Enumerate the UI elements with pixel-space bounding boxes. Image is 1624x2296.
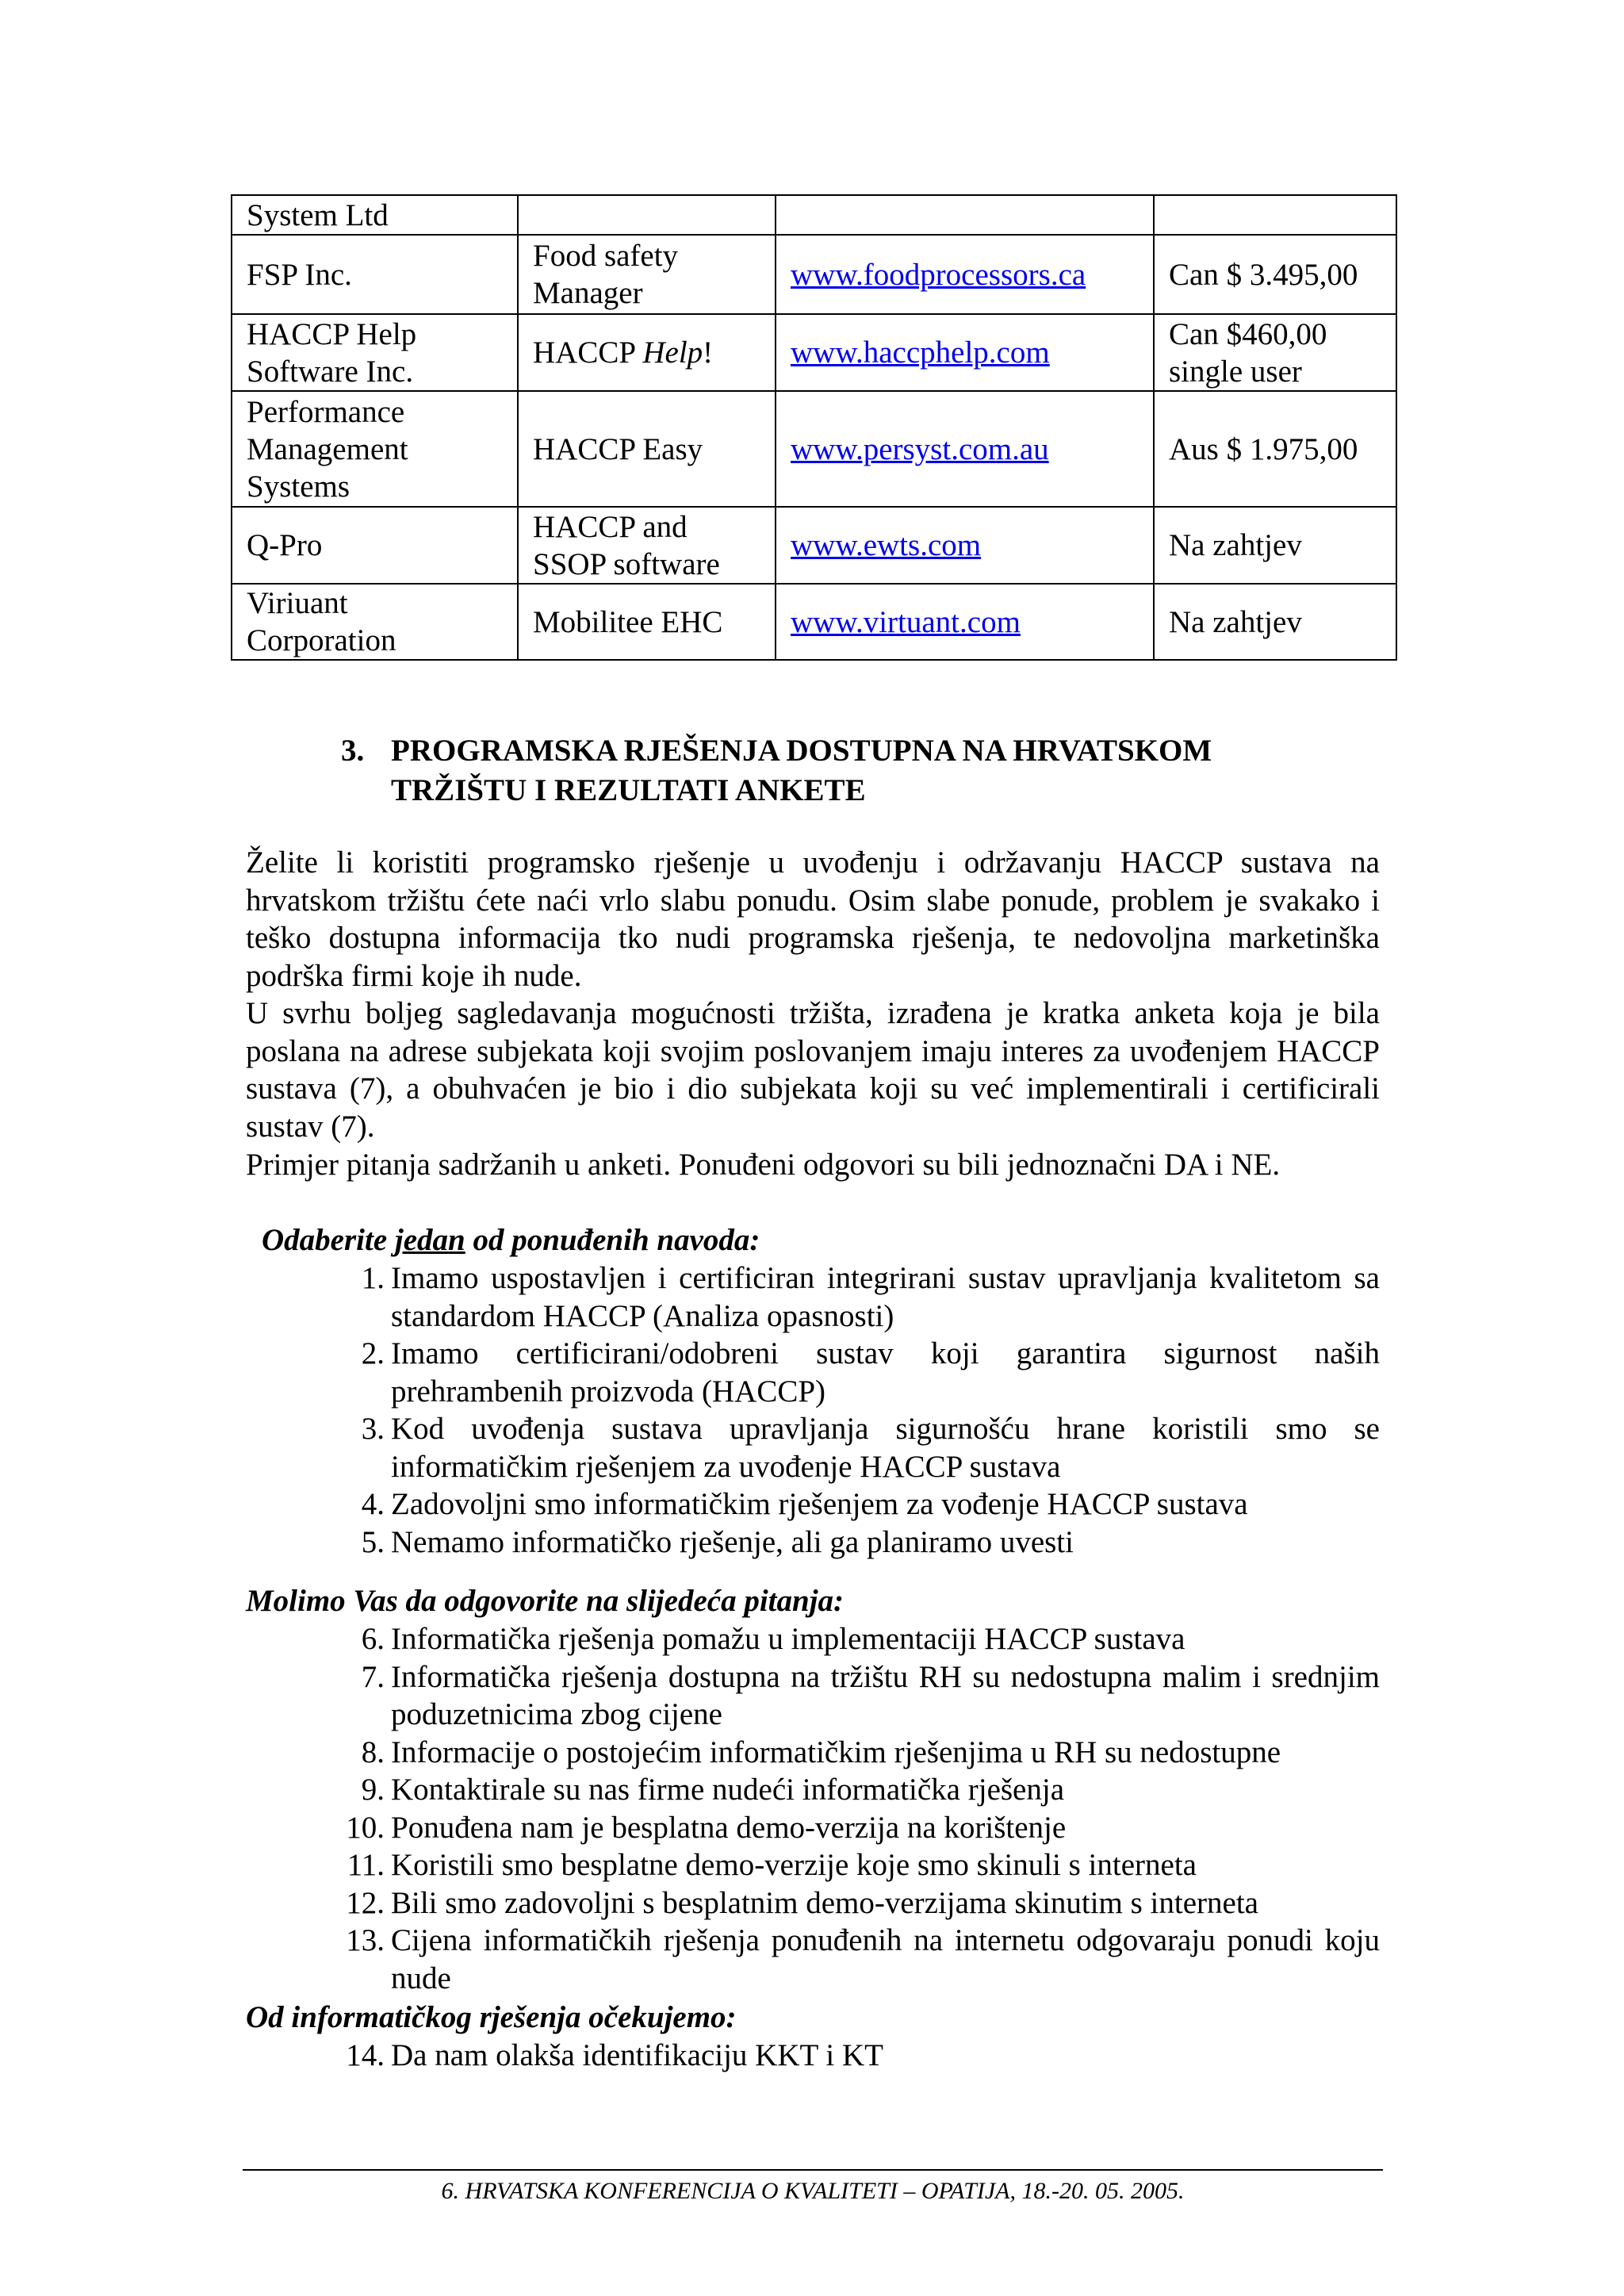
item-number: 4.: [361, 1487, 385, 1521]
price-cell: Na zahtjev: [1154, 507, 1396, 584]
item-text: Imamo certificirani/odobreni sustav koji garantira sigurnost naših prehrambenih proizvoda (HACCP): [391, 1336, 1380, 1409]
page-footer: 6. HRVATSKA KONFERENCIJA O KVALITETI – OPATIJA, 18.-20. 05. 2005.: [441, 2178, 1185, 2204]
product-cell: Food safety Manager: [518, 235, 776, 314]
item-text: Cijena informatičkih rješenja ponuđenih na internetu odgovaraju ponudi koju nude: [391, 1923, 1380, 1995]
item-number: 7.: [361, 1659, 385, 1694]
item-text: Kontaktirale su nas firme nudeći informatička rješenja: [391, 1773, 1065, 1807]
question-group-heading: [262, 1221, 760, 1259]
question-list: [341, 1620, 1380, 1997]
question-list: [341, 1259, 1380, 1561]
company-cell: HACCP Help Software Inc.: [232, 314, 518, 391]
list-item: [341, 2037, 1380, 2075]
paragraph: Želite li koristiti programsko rješenje u uvođenju i održavanju HACCP sustava na hrvatskom tržištu ćete naći vrlo slabu ponudu. Osim slabe ponude, problem je svakako i teško dostupna informacija tko nudi programska rješenja, te nedovoljna marketinška podrška firmi koje ih nude.: [246, 845, 1380, 993]
list-item: [341, 1809, 1380, 1847]
item-number: 11.: [347, 1848, 385, 1882]
price-cell: Na zahtjev: [1154, 584, 1396, 660]
item-text: Da nam olakša identifikaciju KKT i KT: [391, 2038, 883, 2072]
item-number: 12.: [346, 1885, 385, 1920]
list-item: [341, 1884, 1380, 1922]
product-cell: [518, 314, 776, 391]
url-cell: [776, 314, 1154, 391]
item-text: Informacije o postojećim informatičkim rješenjima u RH su nedostupne: [391, 1734, 1281, 1769]
list-item: [341, 1485, 1380, 1524]
item-text: Informatička rješenja dostupna na tržištu RH su nedostupna malim i srednjim poduzetnicima zbog cijene: [391, 1659, 1380, 1731]
price-cell: Can $ 3.495,00: [1154, 235, 1396, 314]
list-item: [341, 1771, 1380, 1809]
item-number: 8.: [361, 1734, 385, 1769]
software-vendor-table: [231, 194, 1397, 661]
company-cell: Q-Pro: [232, 507, 518, 584]
url-cell: [776, 584, 1154, 660]
section-title: PROGRAMSKA RJEŠENJA DOSTUPNA NA HRVATSKOM TRŽIŠTU I REZULTATI ANKETE: [391, 734, 1212, 807]
product-cell: HACCP and SSOP software: [518, 507, 776, 584]
list-item: [341, 1658, 1380, 1734]
vendor-link[interactable]: www.haccphelp.com: [791, 335, 1050, 370]
list-item: [341, 1620, 1380, 1658]
section-number: 3.: [341, 734, 365, 768]
product-suffix: !: [703, 335, 714, 370]
item-number: 2.: [361, 1336, 385, 1370]
item-number: 6.: [361, 1622, 385, 1656]
list-item: [341, 1410, 1380, 1485]
footer-rule: [243, 2169, 1383, 2171]
paragraph: U svrhu boljeg sagledavanja mogućnosti tržišta, izrađena je kratka anketa koja je bila poslana na adrese subjekata koji svojim poslovanjem imaju interes za uvođenjem HACCP sustava (7), a obuhvaćen je bio i dio subjekata koji su već implementirali i certificirali sustav (7).: [246, 996, 1380, 1144]
list-item: [341, 1335, 1380, 1410]
list-item: [341, 1846, 1380, 1884]
list-item: [341, 1524, 1380, 1562]
item-text: Koristili smo besplatne demo-verzije koje smo skinuli s interneta: [391, 1848, 1197, 1882]
product-cell: [518, 195, 776, 235]
company-cell: FSP Inc.: [232, 235, 518, 314]
item-text: Bili smo zadovoljni s besplatnim demo-verzijama skinutim s interneta: [391, 1885, 1258, 1920]
question-group-heading: Molimo Vas da odgovorite na slijedeća pitanja:: [246, 1584, 845, 1618]
item-text: Ponuđena nam je besplatna demo-verzija na korištenje: [391, 1810, 1067, 1845]
price-cell: Can $460,00 single user: [1154, 314, 1396, 391]
table-row: [232, 507, 1396, 584]
url-cell: [776, 195, 1154, 235]
table-row: [232, 195, 1396, 235]
company-cell: Performance Management Systems: [232, 391, 518, 507]
item-text: Zadovoljni smo informatičkim rješenjem za vođenje HACCP sustava: [391, 1487, 1248, 1521]
company-cell: System Ltd: [232, 195, 518, 235]
table-row: [232, 391, 1396, 507]
vendor-link[interactable]: www.ewts.com: [791, 528, 982, 562]
item-number: 5.: [361, 1524, 385, 1559]
vendor-link[interactable]: www.foodprocessors.ca: [791, 257, 1086, 292]
table-row: [232, 584, 1396, 660]
url-cell: [776, 507, 1154, 584]
table-row: [232, 314, 1396, 391]
list-item: [341, 1259, 1380, 1335]
url-cell: [776, 391, 1154, 507]
item-text: Nemamo informatičko rješenje, ali ga planiramo uvesti: [391, 1524, 1074, 1559]
paragraph: Primjer pitanja sadržanih u anketi. Ponuđeni odgovori su bili jednoznačni DA i NE.: [246, 1148, 1281, 1182]
vendor-link[interactable]: www.persyst.com.au: [791, 431, 1049, 466]
item-number: 13.: [346, 1923, 385, 1957]
heading-underlined: jedan: [394, 1223, 465, 1257]
item-number: 1.: [361, 1261, 385, 1295]
product-cell: Mobilitee EHC: [518, 584, 776, 660]
question-list: [341, 2037, 1380, 2075]
price-cell: [1154, 195, 1396, 235]
url-cell: [776, 235, 1154, 314]
item-number: 9.: [361, 1773, 385, 1807]
item-text: Kod uvođenja sustava upravljanja sigurnošću hrane koristili smo se informatičkim rješenjem za uvođenje HACCP sustava: [391, 1412, 1380, 1484]
item-text: Imamo uspostavljen i certificiran integrirani sustav upravljanja kvalitetom sa standardom HACCP (Analiza opasnosti): [391, 1261, 1380, 1333]
item-number: 10.: [346, 1810, 385, 1845]
price-cell: Aus $ 1.975,00: [1154, 391, 1396, 507]
item-text: Informatička rješenja pomažu u implementaciji HACCP sustava: [391, 1622, 1185, 1656]
question-group-heading: Od informatičkog rješenja očekujemo:: [246, 2000, 737, 2034]
company-cell: Viriuant Corporation: [232, 584, 518, 660]
product-prefix: HACCP: [533, 335, 643, 370]
list-item: [341, 1734, 1380, 1772]
vendor-link[interactable]: www.virtuant.com: [791, 604, 1021, 639]
heading-part: od ponuđenih navoda:: [465, 1223, 760, 1257]
item-number: 14.: [346, 2038, 385, 2072]
table-row: [232, 235, 1396, 314]
item-number: 3.: [361, 1412, 385, 1446]
product-italic: Help: [642, 335, 703, 370]
heading-part: Odaberite: [262, 1223, 395, 1257]
list-item: [341, 1922, 1380, 1997]
product-cell: HACCP Easy: [518, 391, 776, 507]
